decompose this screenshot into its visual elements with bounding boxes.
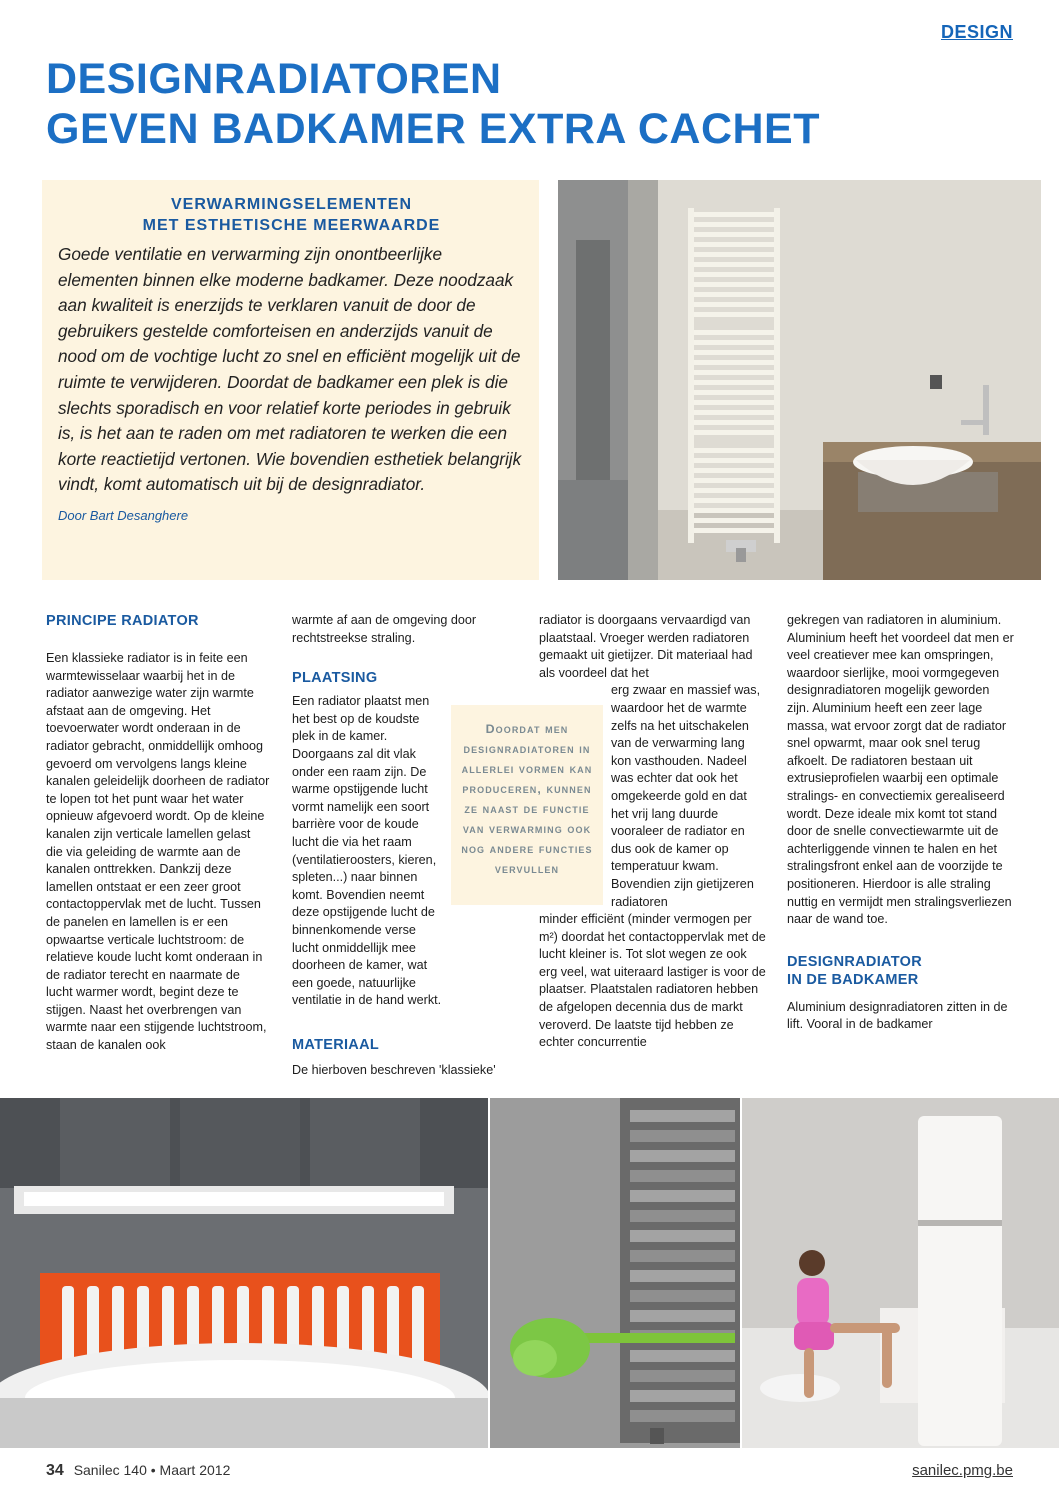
headline-line-1: DESIGNRADIATOREN	[46, 55, 502, 103]
radiator-rail	[694, 370, 774, 375]
radiator-rail	[694, 528, 774, 533]
page-number: 34	[46, 1462, 64, 1479]
byline: Door Bart Desanghere	[58, 507, 189, 523]
radiator-rail	[694, 360, 774, 365]
radiator-rail	[694, 410, 774, 415]
radiator-rail	[694, 518, 774, 523]
radiator-rail	[694, 478, 774, 483]
radiator-rail	[694, 340, 774, 345]
radiator-rail	[694, 330, 774, 335]
heading-line-1: DESIGNRADIATOR	[787, 953, 922, 970]
issue-info: Sanilec 140 • Maart 2012	[73, 1462, 231, 1478]
radiator-rail	[694, 252, 774, 257]
radiator-rail	[694, 232, 774, 237]
radiator-rail	[694, 458, 774, 463]
towel-radiator-bar	[630, 1290, 735, 1302]
heading-principe-radiator: PRINCIPE RADIATOR	[46, 613, 199, 629]
towel-radiator-photo	[490, 1098, 740, 1448]
towel-radiator-illustration	[490, 1098, 740, 1448]
towel-radiator-bar	[630, 1370, 735, 1382]
towel-radiator-bar	[630, 1410, 735, 1422]
radiator-slot	[412, 1286, 424, 1366]
heading-designradiator-badkamer	[787, 953, 1015, 989]
radiator-rail	[694, 448, 774, 453]
radiator-rail	[694, 468, 774, 473]
pull-quote: Doordat men designradiatoren in allerlei vormen kan produceren, kunnen ze naast de functie van verwarming ook nog andere functies vervullen	[451, 705, 603, 905]
kicker-line-2: MET ESTHETISCHE MEERWAARDE	[142, 217, 441, 234]
intro-lead: Goede ventilatie en verwarming zijn onontbeerlijke elementen binnen elke moderne badkamer. Deze noodzaak aan kwaliteit is enerzijds te verklaren vanuit de door de gebruikers gestelde comforteisen en anderzijds vanuit de nood om de vochtige lucht zo snel en efficiënt mogelijk uit de ruimte te verwijderen. Doordat de badkamer een plek is die slechts sporadisch en voor relatief korte periodes in gebruik is, is het aan te raden om met radiatoren te werken die een korte reactietijd vertonen. Wie bovendien esthetiek belangrijk vindt, komt automatisch uit bij de designradiator.	[58, 244, 522, 495]
body-col2-intro: warmte af aan de omgeving door rechtstreekse straling.	[292, 613, 477, 645]
heading-materiaal: MATERIAAL	[292, 1037, 380, 1053]
towel-radiator-bar	[630, 1270, 735, 1282]
towel-radiator-bar	[630, 1190, 735, 1202]
radiator-rail	[694, 498, 774, 503]
radiator-rail	[694, 312, 774, 317]
bathroom-radiator-illustration	[558, 180, 1041, 580]
headline-line-2: GEVEN BADKAMER EXTRA CACHET	[46, 105, 820, 153]
radiator-rail	[694, 302, 774, 307]
woman-white-radiator-photo	[742, 1098, 1059, 1448]
column-4	[787, 612, 1015, 1034]
radiator-rail	[694, 262, 774, 267]
towel-radiator-bar	[630, 1170, 735, 1182]
radiator-rail	[694, 212, 774, 217]
radiator-rail	[694, 350, 774, 355]
orange-radiator-illustration	[0, 1098, 488, 1448]
footer-left	[46, 1462, 230, 1480]
intro-box	[42, 180, 539, 580]
towel-radiator-bar	[630, 1110, 735, 1122]
column-2-lower	[292, 1036, 518, 1080]
orange-radiator-photo	[0, 1098, 488, 1448]
towel-radiator-bar	[630, 1310, 735, 1322]
radiator-rail	[694, 400, 774, 405]
radiator-rail	[694, 430, 774, 435]
body-col4: gekregen van radiatoren in aluminium. Aluminium heeft het voordeel dat men er veel creatiever mee kan omspringen, waardoor sierlijke, mooi vormgegeven designradiatoren mogelijk geworden zijn. Aluminium heeft een zeer lage massa, wat ervoor zorgt dat de radiator snel opwarmt, maar ook snel terug afkoelt. De radiatoren bestaan uit extrusieprofielen waarbij een optimale stralings- en convectiemix gerealiseerd wordt. Deze ideale mix komt tot stand door de snelle convectiewarmte uit de achterliggende vinnen te halen en het stralingsfront enkel aan de voorzijde te positioneren. Hierdoor is alle straling nuttig en vermijdt men stralingsverliezen naar de wand toe.	[787, 613, 1014, 927]
towel-radiator-bar	[630, 1210, 735, 1222]
towel-radiator-bar	[630, 1390, 735, 1402]
heading-plaatsing: PLAATSING	[292, 670, 378, 687]
radiator-rail	[694, 222, 774, 227]
body-col3-b: erg zwaar en massief was, waardoor het de warmte zelfs na het uitschakelen van de verwarming lang kon vasthouden. Nadeel was echter dat ook het omgekeerde gold en dat het vrij lang duurde vooraleer de radiator en dus ook de kamer op temperatuur kwam. Bovendien zijn gietijzeren radiatoren	[611, 683, 761, 909]
kicker-line-1: VERWARMINGSELEMENTEN	[170, 196, 413, 213]
column-3	[539, 612, 767, 1052]
body-principe-radiator: Een klassieke radiator is in feite een warmtewisselaar waarbij het in de radiator aanwezige water zijn warmte afstaat aan de omgeving. Het toevoerwater wordt onderaan in de radiator gebracht, onmiddellijk omhoog gevoerd om vervolgens langs kleine kanalen geleidelijk doorheen de radiator te lopen tot het punt waar het water opnieuw afgevoerd wordt. Op de kleine kanalen zijn verticale lamellen gelast die via geleiding de warmte aan de kanalen onttrekken. Dankzij deze lamellen ontstaat er een zeer groot contactoppervlak met de lucht. Tussen de panelen en lamellen is er een opwaartse verticale luchtstroom: de relatieve koude lucht komt onderaan in de radiator terecht en naarmate de lucht warmer wordt, begint deze te stijgen. Naast het overbrengen van warmte naar een stijgende luchtstroom, staan de kanalen ook	[46, 651, 270, 1053]
radiator-rail	[694, 242, 774, 247]
radiator-rail	[694, 282, 774, 287]
radiator-rail	[694, 272, 774, 277]
radiator-slot	[62, 1286, 74, 1366]
radiator-rail	[694, 420, 774, 425]
radiator-rail	[694, 390, 774, 395]
section-tag: DESIGN	[940, 22, 1013, 42]
bathroom-radiator-photo	[558, 180, 1041, 580]
intro-kicker	[58, 194, 525, 236]
radiator-rail	[694, 292, 774, 297]
body-plaatsing: Een radiator plaatst men het best op de koudste plek in de kamer. Doorgaans zal dit vlak onder een raam zijn. De warme opstijgende lucht vormt namelijk een soort barrière voor de koude lucht die via het raam (ventilatieroosters, kieren, spleten...) naar binnen komt. Bovendien neemt deze opstijgende lucht de binnenkomende verse lucht onmiddellijk mee doorheen de kamer, wat een goede, natuurlijke ventilatie in de hand werkt.	[292, 694, 442, 1008]
body-col3-c: minder efficiënt (minder vermogen per m²) doordat het contactoppervlak met de lucht kleiner is. Tot slot wegen ze ook erg veel, wat uiteraard lastiger is voor de plaatser. Plaatstalen radiatoren hebben de afgelopen decennia dus de markt veroverd. De laatste tijd hebben ze echter concurrentie	[539, 912, 766, 1050]
towel-radiator-bar	[630, 1350, 735, 1362]
towel-radiator-bar	[630, 1250, 735, 1262]
headline	[46, 54, 1026, 154]
towel-radiator-bar	[630, 1230, 735, 1242]
radiator-rail	[694, 380, 774, 385]
website-link[interactable]: sanilec.pmg.be	[912, 1462, 1013, 1479]
body-col4-2: Aluminium designradiatoren zitten in de lift. Vooral in de badkamer	[787, 999, 1008, 1032]
body-materiaal: De hierboven beschreven 'klassieke'	[292, 1063, 496, 1077]
radiator-rail	[694, 488, 774, 493]
radiator-rail	[694, 508, 774, 513]
towel-radiator-bar	[630, 1150, 735, 1162]
towel-radiator-bar	[630, 1130, 735, 1142]
body-col3-a: radiator is doorgaans vervaardigd van plaatstaal. Vroeger werden radiatoren gemaakt uit gietijzer. Dit materiaal had als voordeel dat het	[539, 613, 753, 680]
heading-line-2: IN DE BADKAMER	[787, 971, 919, 988]
white-radiator-illustration	[742, 1098, 1059, 1448]
column-1	[46, 612, 270, 1055]
